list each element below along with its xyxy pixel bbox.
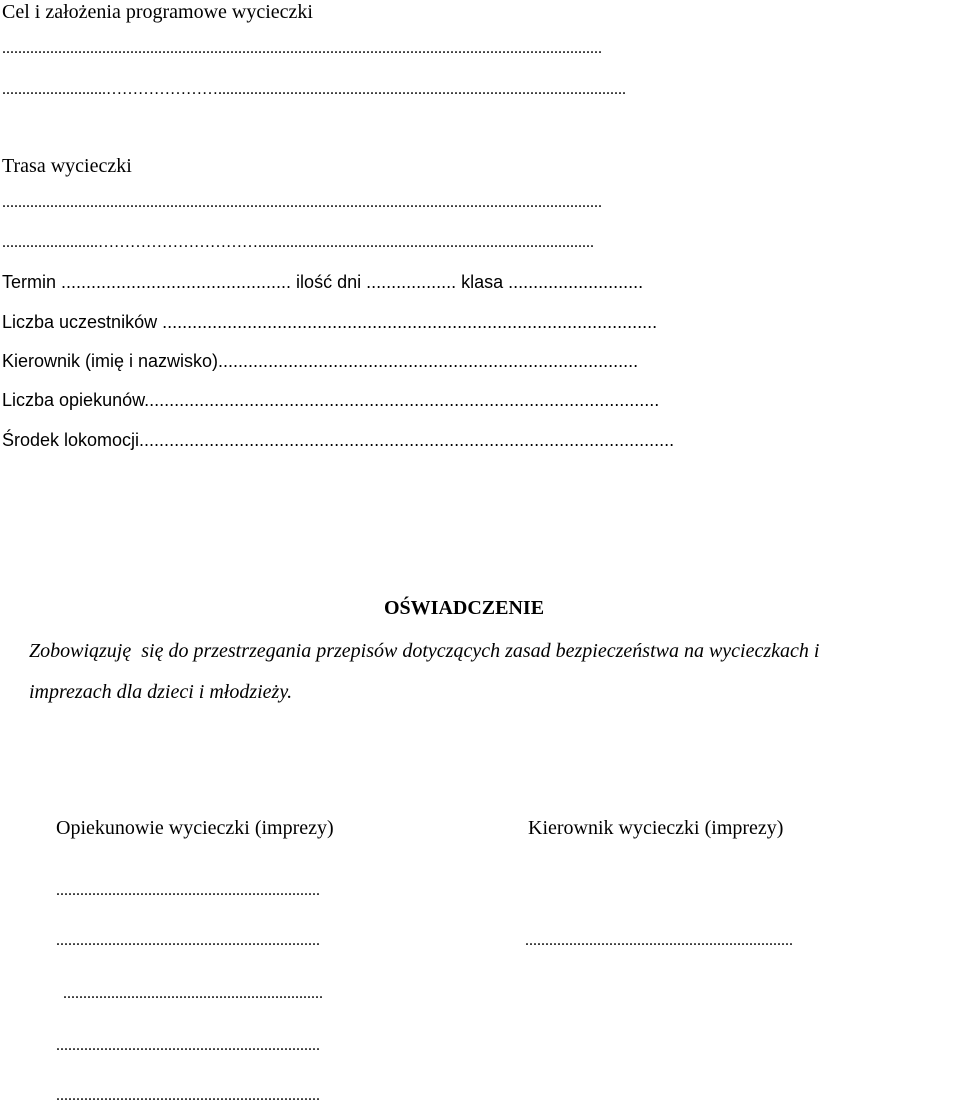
route-label: Trasa wycieczki bbox=[2, 155, 132, 177]
declaration-text-line-2: imprezach dla dzieci i młodzieży. bbox=[29, 681, 293, 703]
guardian-signature-line-4: .................................................................. bbox=[56, 1037, 320, 1054]
declaration-text-line-1: Zobowiązuję się do przestrzegania przepisów dotyczących zasad bezpieczeństwa na wycieczkach i bbox=[29, 640, 820, 662]
guardian-signature-line-2: .................................................................. bbox=[56, 932, 320, 949]
route-fill-line-1: ...................................................................................................................................................... bbox=[2, 194, 602, 211]
leader-signature-line: ................................................................... bbox=[525, 932, 793, 949]
term-line: Termin .............................................. ilość dni .................. klasa ........................... bbox=[2, 272, 644, 292]
guardian-signature-line-3: ................................................................. bbox=[63, 985, 323, 1002]
leader-signature-label: Kierownik wycieczki (imprezy) bbox=[528, 817, 784, 839]
guardians-count-line: Liczba opiekunów....................................................................................................... bbox=[2, 390, 660, 410]
route-fill-line-2: ........................………………………….................................................................................... bbox=[2, 234, 594, 251]
declaration-title: OŚWIADCZENIE bbox=[384, 597, 545, 619]
leader-name-line: Kierownik (imię i nazwisko).................................................................................... bbox=[2, 351, 639, 371]
goals-fill-line-1: ...................................................................................................................................................... bbox=[2, 40, 602, 57]
goals-label: Cel i założenia programowe wycieczki bbox=[2, 1, 313, 23]
guardian-signature-line-1: .................................................................. bbox=[56, 882, 320, 899]
guardians-signature-label: Opiekunowie wycieczki (imprezy) bbox=[56, 817, 334, 839]
guardian-signature-line-5: .................................................................. bbox=[56, 1087, 320, 1104]
transport-line: Środek lokomocji........................................................................................................... bbox=[2, 430, 675, 450]
goals-fill-line-2: ..........................…………………...................................................................................................... bbox=[2, 81, 626, 98]
participants-line: Liczba uczestników ................................................................................................... bbox=[2, 312, 658, 332]
